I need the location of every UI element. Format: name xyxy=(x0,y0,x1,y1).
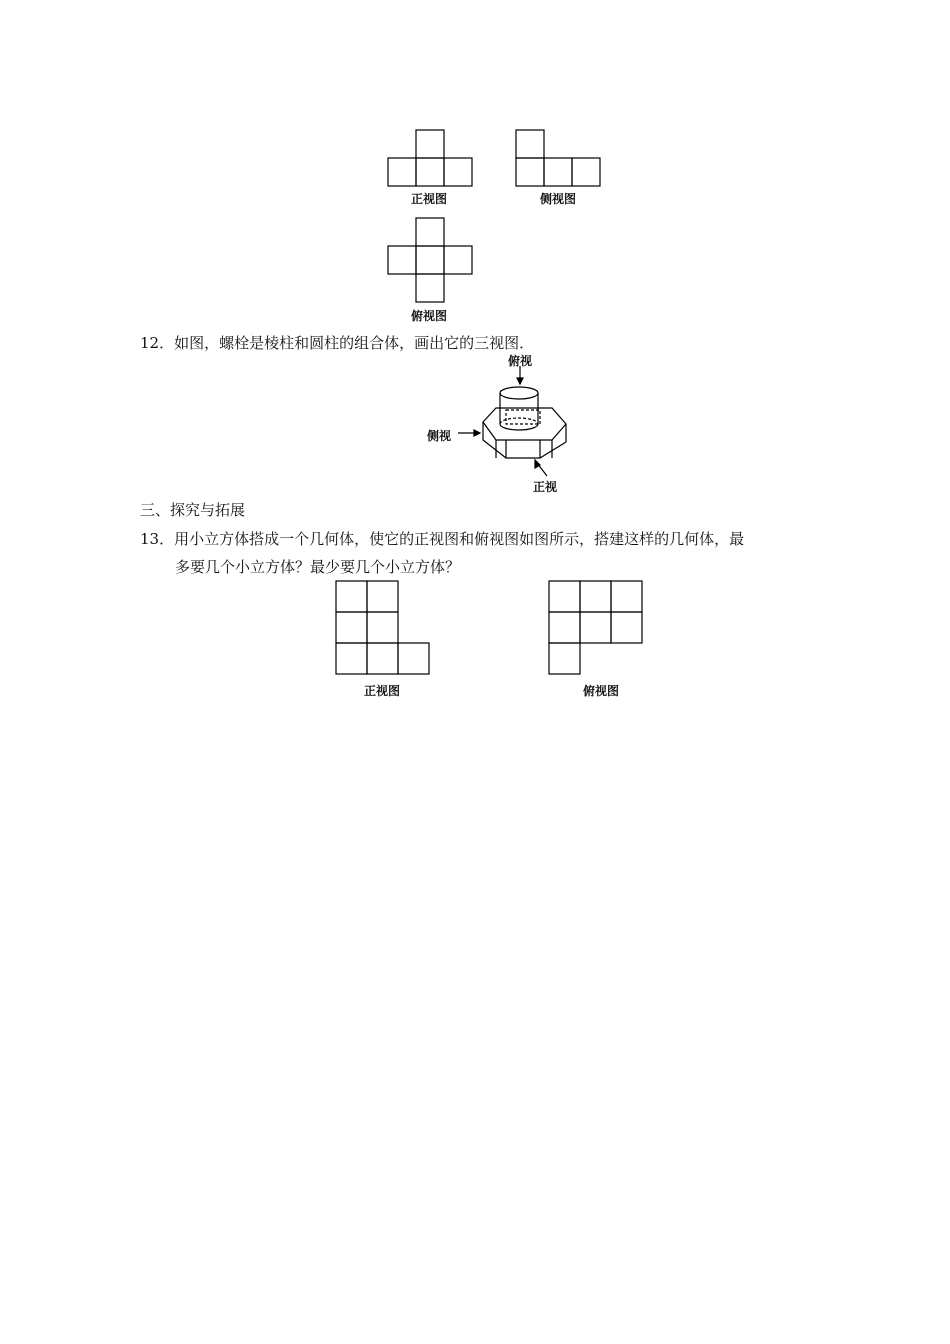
fig11-front-caption: 正视图 xyxy=(411,192,448,206)
fig11-side-caption: 侧视图 xyxy=(540,192,577,206)
q13-front-caption: 正视图 xyxy=(364,684,401,698)
front-cell xyxy=(416,158,444,186)
fig11-front-view xyxy=(388,130,472,186)
q13-front-view xyxy=(336,581,429,674)
top-cell xyxy=(388,246,416,274)
q13-top-caption: 俯视图 xyxy=(583,684,620,698)
bolt-label-side: 侧视 xyxy=(427,429,452,443)
fig11-top-caption: 俯视图 xyxy=(411,309,448,323)
cylinder-top xyxy=(500,387,538,399)
side-cell xyxy=(572,158,600,186)
top-cell xyxy=(416,246,444,274)
bolt-label-front: 正视 xyxy=(533,480,558,494)
front-cell xyxy=(388,158,416,186)
section-title: 三、探究与拓展 xyxy=(140,501,246,519)
q13-top-view xyxy=(549,581,642,674)
front-cell xyxy=(444,158,472,186)
q13-line1: 13．用小立方体搭成一个几何体，使它的正视图和俯视图如图所示，搭建这样的几何体，最 xyxy=(140,530,745,548)
fig11-side-view xyxy=(516,130,600,186)
fig11-top-view xyxy=(388,218,472,302)
side-cell xyxy=(544,158,572,186)
hex-top-face xyxy=(483,408,566,440)
side-cell xyxy=(516,158,544,186)
front-cell xyxy=(416,130,444,158)
q13-line2: 多要几个小立方体？最少要几个小立方体？ xyxy=(175,558,461,576)
bolt-figure xyxy=(458,366,566,476)
side-cell xyxy=(516,130,544,158)
top-cell xyxy=(444,246,472,274)
bolt-label-top: 俯视 xyxy=(508,354,533,368)
top-cell xyxy=(416,218,444,246)
top-cell xyxy=(416,274,444,302)
q12-text: 12．如图，螺栓是棱柱和圆柱的组合体，画出它的三视图． xyxy=(140,334,535,352)
